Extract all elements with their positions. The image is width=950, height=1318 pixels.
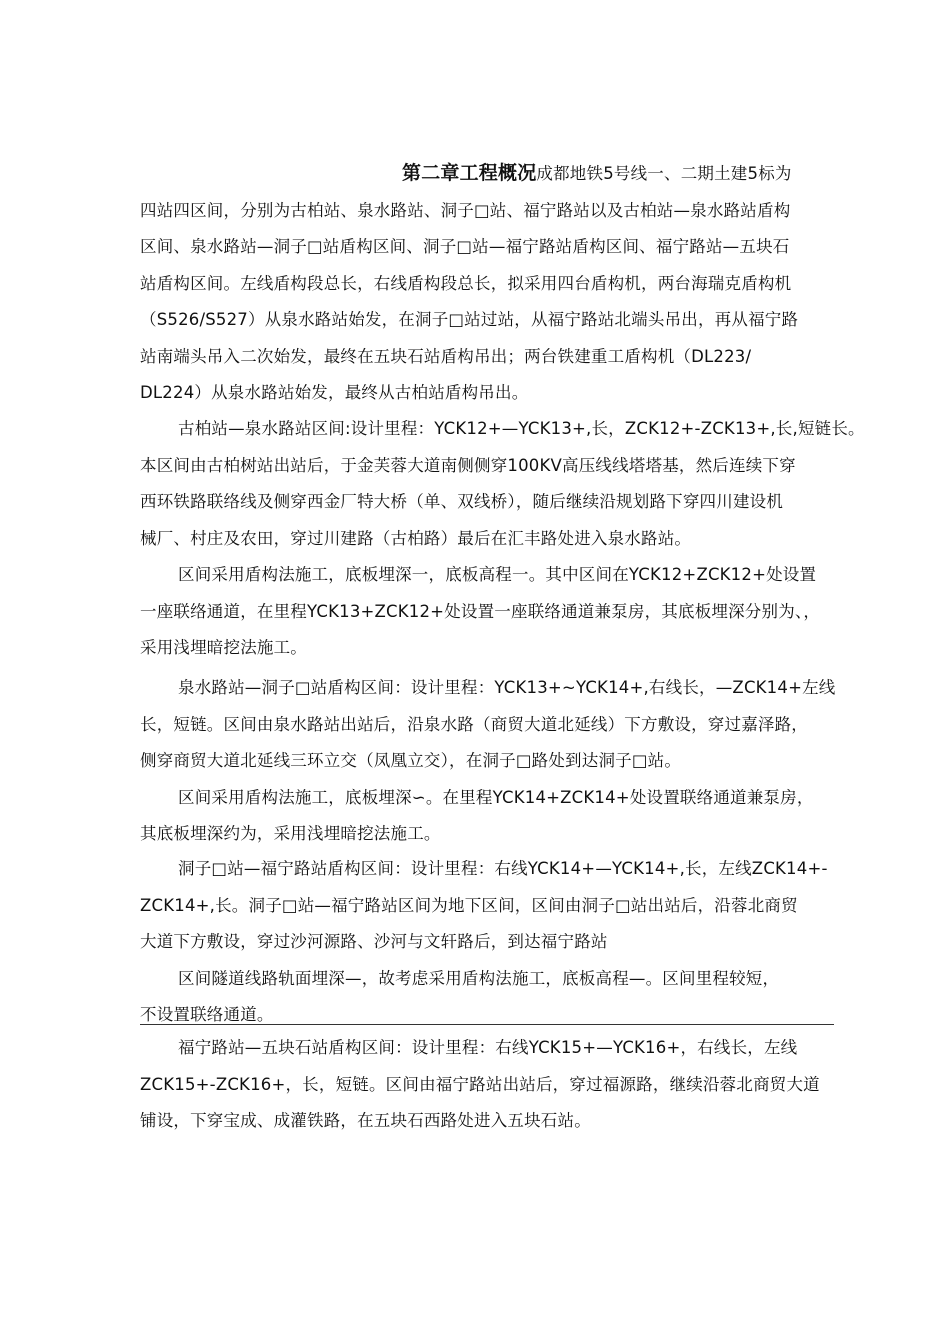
text-line: 不设置联络通道。 xyxy=(140,1005,274,1024)
section-dongzi-funinglu xyxy=(140,851,840,1034)
horizontal-divider xyxy=(140,1024,834,1025)
text-line: 四站四区间，分别为古柏站、泉水路站、洞子□站、福宁路站以及古柏站—泉水路站盾构 xyxy=(140,200,791,220)
text-line: 本区间由古柏树站出站后，于金芙蓉大道南侧侧穿100KV高压线线塔塔基，然后连续下穿 xyxy=(140,455,796,475)
text-line: 泉水路站—洞子□站盾构区间：设计里程：YCK13+~YCK14+,右线长，—ZCK14+左线 xyxy=(178,678,836,697)
section-quanshuilu-dongzi xyxy=(140,670,840,853)
chapter-title: 第二章工程概况 xyxy=(402,162,537,184)
text-line: 械厂、村庄及农田，穿过川建路（古柏路）最后在汇丰路处进入泉水路站。 xyxy=(140,528,692,548)
text-line: （S526/S527）从泉水路站始发，在洞子□站过站，从福宁路站北端头吊出，再从福宁路 xyxy=(140,310,799,329)
text-line: 铺设，下穿宝成、成灌铁路，在五块石西路处进入五块石站。 xyxy=(140,1111,591,1130)
text-line: ZCK15+-ZCK16+，长，短链。区间由福宁路站出站后，穿过福源路，继续沿蓉北商贸大道 xyxy=(140,1074,820,1094)
text-line: 区间采用盾构法施工，底板埋深∽。在里程YCK14+ZCK14+处设置联络通道兼泵房， xyxy=(178,787,814,807)
text-line: 采用浅埋暗挖法施工。 xyxy=(140,638,307,657)
section-funinglu-wukuaishi xyxy=(140,1030,840,1140)
text-line: DL224）从泉水路站始发，最终从古柏站盾构吊出。 xyxy=(140,383,529,402)
text-line: 西环铁路联络线及侧穿西金厂特大桥（单、双线桥），随后继续沿规划路下穿四川建设机 xyxy=(140,492,784,511)
text-line: 大道下方敷设，穿过沙河源路、沙河与文轩路后，到达福宁路站 xyxy=(140,932,608,951)
text-line: 福宁路站—五块石站盾构区间：设计里程：右线YCK15+—YCK16+，右线长，左线 xyxy=(178,1038,798,1057)
text-line: 长，短链。区间由泉水路站出站后，沿泉水路（商贸大道北延线）下方敷设，穿过嘉泽路， xyxy=(140,714,808,734)
text-line: 区间、泉水路站—洞子□站盾构区间、洞子□站—福宁路站盾构区间、福宁路站—五块石 xyxy=(140,237,790,256)
section-gubai-quanshuilu xyxy=(140,411,865,667)
text-line: 区间隧道线路轨面埋深—，故考虑采用盾构法施工，底板高程—。区间里程较短， xyxy=(178,968,780,988)
text-line: 站盾构区间。左线盾构段总长，右线盾构段总长，拟采用四台盾构机，两台海瑞克盾构机 xyxy=(140,273,792,293)
text-line: 其底板埋深约为，采用浅埋暗挖法施工。 xyxy=(140,824,441,843)
text-line: ZCK14+,长。洞子□站—福宁路站区间为地下区间，区间由洞子□站出站后，沿蓉北商贸 xyxy=(140,895,798,915)
text-line: 一座联络通道，在里程YCK13+ZCK12+处设置一座联络通道兼泵房，其底板埋深分别为、， xyxy=(140,601,821,621)
text-line: 站南端头吊入二次始发，最终在五块石站盾构吊出；两台铁建重工盾构机（DL223/ xyxy=(140,346,752,366)
text-line: 侧穿商贸大道北延线三环立交（凤凰立交），在洞子□路处到达洞子□站。 xyxy=(140,751,682,770)
chapter-intro xyxy=(140,155,840,412)
text-line: 区间采用盾构法施工，底板埋深一，底板高程一。其中区间在YCK12+ZCK12+处设置 xyxy=(178,565,817,584)
text-line: 成都地铁5号线一、二期土建5标为 xyxy=(536,164,792,183)
chapter-first-line xyxy=(140,155,840,193)
text-line: 洞子□站—福宁路站盾构区间：设计里程：右线YCK14+—YCK14+,长，左线ZCK14+- xyxy=(178,859,828,878)
text-line: 古柏站—泉水路站区间:设计里程：YCK12+—YCK13+,长，ZCK12+-ZCK13+,长,短链长。 xyxy=(178,419,865,438)
